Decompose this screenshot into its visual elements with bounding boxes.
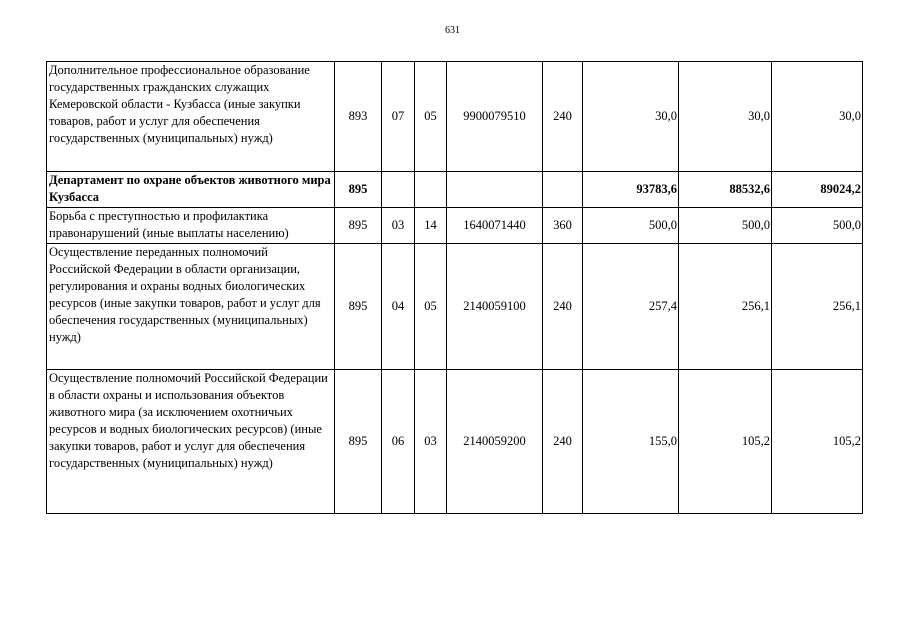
amount-year1-cell: 500,0 — [583, 208, 679, 244]
budget-table — [46, 61, 863, 514]
amount-year3-cell: 256,1 — [772, 244, 863, 370]
row-name-cell: Осуществление полномочий Российской Федерации в области охраны и использования объектов животного мира (за исключением охотничьих ресурсов и водных биологических ресурсов) (иные закупки товаров, работ и услуг для обеспечения государственных (муниципальных) нужд) — [47, 370, 335, 514]
section-code-cell: 06 — [382, 370, 415, 514]
amount-year1-cell: 93783,6 — [583, 172, 679, 208]
amount-year3-cell: 105,2 — [772, 370, 863, 514]
department-code-cell: 895 — [335, 172, 382, 208]
amount-year2-cell: 500,0 — [679, 208, 772, 244]
table-row — [47, 370, 863, 514]
subsection-code-cell: 05 — [415, 244, 447, 370]
subsection-code-cell — [415, 172, 447, 208]
amount-year2-cell: 30,0 — [679, 62, 772, 172]
subsection-code-cell: 14 — [415, 208, 447, 244]
amount-year3-cell: 89024,2 — [772, 172, 863, 208]
amount-year2-cell: 256,1 — [679, 244, 772, 370]
amount-year2-cell: 105,2 — [679, 370, 772, 514]
expense-type-cell — [543, 172, 583, 208]
section-code-cell: 04 — [382, 244, 415, 370]
target-article-cell: 2140059100 — [447, 244, 543, 370]
subsection-code-cell: 05 — [415, 62, 447, 172]
amount-year3-cell: 30,0 — [772, 62, 863, 172]
table-row — [47, 208, 863, 244]
target-article-cell: 9900079510 — [447, 62, 543, 172]
amount-year3-cell: 500,0 — [772, 208, 863, 244]
expense-type-cell: 240 — [543, 62, 583, 172]
subsection-code-cell: 03 — [415, 370, 447, 514]
expense-type-cell: 360 — [543, 208, 583, 244]
amount-year1-cell: 155,0 — [583, 370, 679, 514]
row-name-cell: Борьба с преступностью и профилактика правонарушений (иные выплаты населению) — [47, 208, 335, 244]
expense-type-cell: 240 — [543, 370, 583, 514]
section-code-cell: 03 — [382, 208, 415, 244]
page-number: 631 — [445, 25, 460, 36]
department-code-cell: 895 — [335, 370, 382, 514]
table-row — [47, 62, 863, 172]
table-row-department — [47, 172, 863, 208]
department-code-cell: 895 — [335, 208, 382, 244]
table-row — [47, 244, 863, 370]
expense-type-cell: 240 — [543, 244, 583, 370]
target-article-cell — [447, 172, 543, 208]
row-name-cell: Департамент по охране объектов животного мира Кузбасса — [47, 172, 335, 208]
row-name-cell: Осуществление переданных полномочий Российской Федерации в области организации, регулирования и охраны водных биологических ресурсов (иные закупки товаров, работ и услуг для обеспечения государственных (муниципальных) нужд) — [47, 244, 335, 370]
section-code-cell: 07 — [382, 62, 415, 172]
target-article-cell: 1640071440 — [447, 208, 543, 244]
section-code-cell — [382, 172, 415, 208]
department-code-cell: 893 — [335, 62, 382, 172]
amount-year1-cell: 30,0 — [583, 62, 679, 172]
amount-year2-cell: 88532,6 — [679, 172, 772, 208]
department-code-cell: 895 — [335, 244, 382, 370]
amount-year1-cell: 257,4 — [583, 244, 679, 370]
row-name-cell: Дополнительное профессиональное образование государственных гражданских служащих Кемеровской области - Кузбасса (иные закупки товаров, работ и услуг для обеспечения государственных (муниципальных) нужд) — [47, 62, 335, 172]
target-article-cell: 2140059200 — [447, 370, 543, 514]
